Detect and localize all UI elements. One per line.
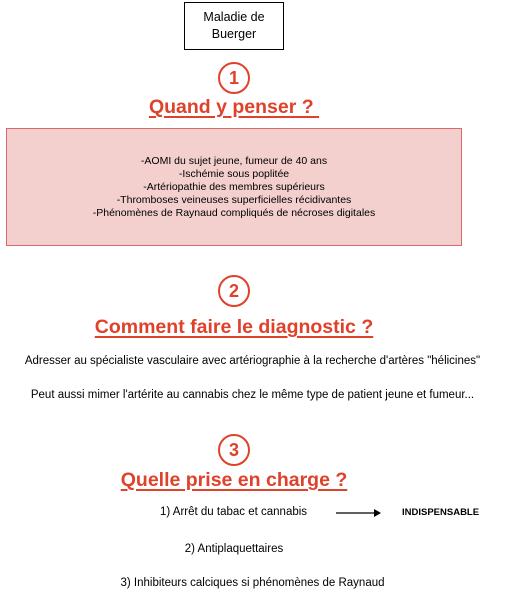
- section-3-heading: Quelle prise en charge ?: [120, 469, 348, 491]
- treatment-item-1: 1) Arrêt du tabac et cannabis: [160, 506, 308, 518]
- arrow-right-icon: [334, 506, 382, 520]
- section-3-number: 3: [218, 434, 250, 466]
- symptom-item: -Ischémie sous poplitée: [178, 167, 290, 180]
- section-2-heading: Comment faire le diagnostic ?: [94, 316, 374, 338]
- section-1-number: 1: [218, 62, 250, 94]
- title-box: [184, 2, 284, 50]
- symptom-item: -Thromboses veineuses superficielles récidivantes: [116, 193, 352, 206]
- diagnostic-text-2: Peut aussi mimer l'artérite au cannabis chez le même type de patient jeune et fumeur...: [30, 389, 475, 401]
- title-text: Maladie de Buerger: [203, 10, 265, 41]
- treatment-item-2: 2) Antiplaquettaires: [184, 543, 284, 555]
- symptom-item: -AOMI du sujet jeune, fumeur de 40 ans: [140, 154, 328, 167]
- section-2-number: 2: [218, 275, 250, 307]
- symptom-item: -Artériopathie des membres supérieurs: [143, 180, 325, 193]
- diagnostic-text-1: Adresser au spécialiste vasculaire avec artériographie à la recherche d'artères "hélicines": [24, 355, 481, 367]
- section-1-heading: Quand y penser ?: [148, 96, 320, 118]
- symptom-item: -Phénomènes de Raynaud compliqués de nécroses digitales: [92, 206, 376, 219]
- treatment-item-3: 3) Inhibiteurs calciques si phénomènes de Raynaud: [120, 577, 385, 589]
- symptoms-box: [6, 128, 462, 246]
- indispensable-tag: INDISPENSABLE: [402, 507, 480, 518]
